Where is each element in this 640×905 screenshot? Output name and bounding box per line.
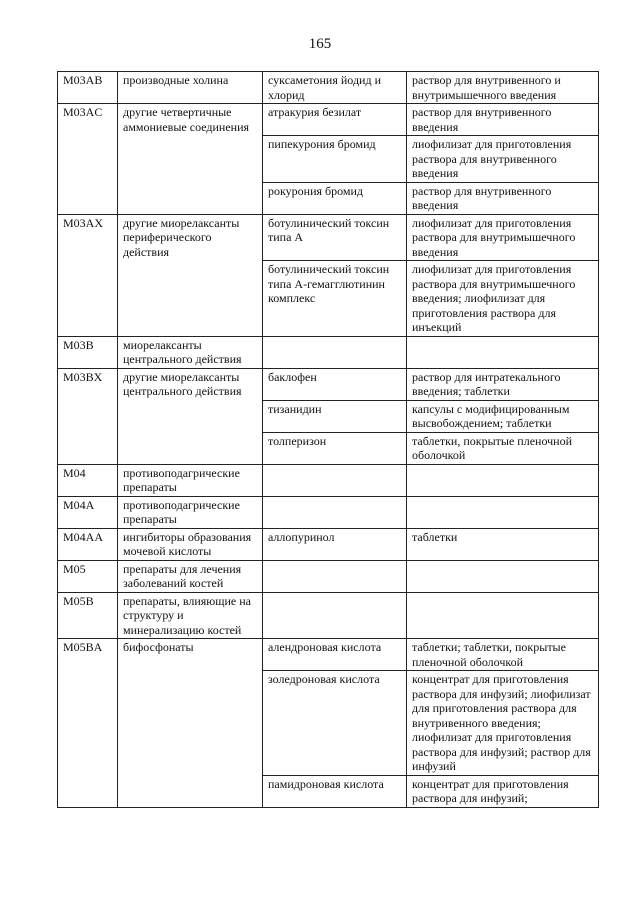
dosage-form: лиофилизат для приготовления раствора для внутримышечного введения; лиофилизат для приготовления раствора для инъекций xyxy=(407,261,599,337)
dosage-form: таблетки, покрытые пленочной оболочкой xyxy=(407,432,599,464)
drug-table xyxy=(57,71,599,808)
drug-name: ботулинический токсин типа А xyxy=(263,214,407,261)
atc-code: M03AB xyxy=(58,72,118,104)
table-row xyxy=(58,639,599,671)
atc-code: M05 xyxy=(58,560,118,592)
table-row xyxy=(58,214,599,261)
drug-name: атракурия безилат xyxy=(263,104,407,136)
atc-code: M03AX xyxy=(58,214,118,336)
atc-code: M04AA xyxy=(58,528,118,560)
table-row xyxy=(58,560,599,592)
table-row xyxy=(58,592,599,639)
group-name: противоподагрические препараты xyxy=(118,496,263,528)
group-name: другие четвертичные аммониевые соединения xyxy=(118,104,263,215)
drug-name: рокурония бромид xyxy=(263,182,407,214)
drug-name xyxy=(263,560,407,592)
group-name: препараты для лечения заболеваний костей xyxy=(118,560,263,592)
group-name: ингибиторы образования мочевой кислоты xyxy=(118,528,263,560)
drug-name: суксаметония йодид и хлорид xyxy=(263,72,407,104)
table-row xyxy=(58,336,599,368)
dosage-form: лиофилизат для приготовления раствора для внутривенного введения xyxy=(407,136,599,183)
group-name: препараты, влияющие на структуру и минерализацию костей xyxy=(118,592,263,639)
table-row xyxy=(58,528,599,560)
group-name: другие миорелаксанты центрального действия xyxy=(118,368,263,464)
group-name: противоподагрические препараты xyxy=(118,464,263,496)
dosage-form: раствор для внутривенного и внутримышечного введения xyxy=(407,72,599,104)
dosage-form: таблетки xyxy=(407,528,599,560)
atc-code: M03B xyxy=(58,336,118,368)
group-name: другие миорелаксанты периферического действия xyxy=(118,214,263,336)
dosage-form xyxy=(407,336,599,368)
page-number: 165 xyxy=(308,36,332,52)
dosage-form: лиофилизат для приготовления раствора для внутримышечного введения xyxy=(407,214,599,261)
table-row xyxy=(58,72,599,104)
atc-code: M04A xyxy=(58,496,118,528)
dosage-form: таблетки; таблетки, покрытые пленочной оболочкой xyxy=(407,639,599,671)
drug-name xyxy=(263,592,407,639)
atc-code: M05B xyxy=(58,592,118,639)
atc-code: M04 xyxy=(58,464,118,496)
drug-name: аллопуринол xyxy=(263,528,407,560)
dosage-form xyxy=(407,560,599,592)
dosage-form: капсулы с модифицированным высвобождением; таблетки xyxy=(407,400,599,432)
drug-name xyxy=(263,336,407,368)
group-name: бифосфонаты xyxy=(118,639,263,808)
drug-name xyxy=(263,464,407,496)
drug-name: ботулинический токсин типа А-гемагглютинин комплекс xyxy=(263,261,407,337)
table-row xyxy=(58,496,599,528)
table-row xyxy=(58,104,599,136)
drug-name: алендроновая кислота xyxy=(263,639,407,671)
drug-name: баклофен xyxy=(263,368,407,400)
dosage-form: концентрат для приготовления раствора для инфузий; лиофилизат для приготовления раствора для внутривенного введения; лиофилизат для приготовления раствора для инфузий; раствор для инфузий xyxy=(407,671,599,776)
drug-name: толперизон xyxy=(263,432,407,464)
drug-name: памидроновая кислота xyxy=(263,775,407,807)
atc-code: M05BA xyxy=(58,639,118,808)
drug-name: тизанидин xyxy=(263,400,407,432)
table-row xyxy=(58,368,599,400)
drug-name: пипекурония бромид xyxy=(263,136,407,183)
dosage-form xyxy=(407,592,599,639)
dosage-form xyxy=(407,496,599,528)
group-name: миорелаксанты центрального действия xyxy=(118,336,263,368)
drug-name: золедроновая кислота xyxy=(263,671,407,776)
dosage-form: раствор для интратекального введения; таблетки xyxy=(407,368,599,400)
group-name: производные холина xyxy=(118,72,263,104)
drug-name xyxy=(263,496,407,528)
atc-code: M03AC xyxy=(58,104,118,215)
atc-code: M03BX xyxy=(58,368,118,464)
dosage-form xyxy=(407,464,599,496)
table-row xyxy=(58,464,599,496)
dosage-form: концентрат для приготовления раствора для инфузий; xyxy=(407,775,599,807)
dosage-form: раствор для внутривенного введения xyxy=(407,182,599,214)
dosage-form: раствор для внутривенного введения xyxy=(407,104,599,136)
